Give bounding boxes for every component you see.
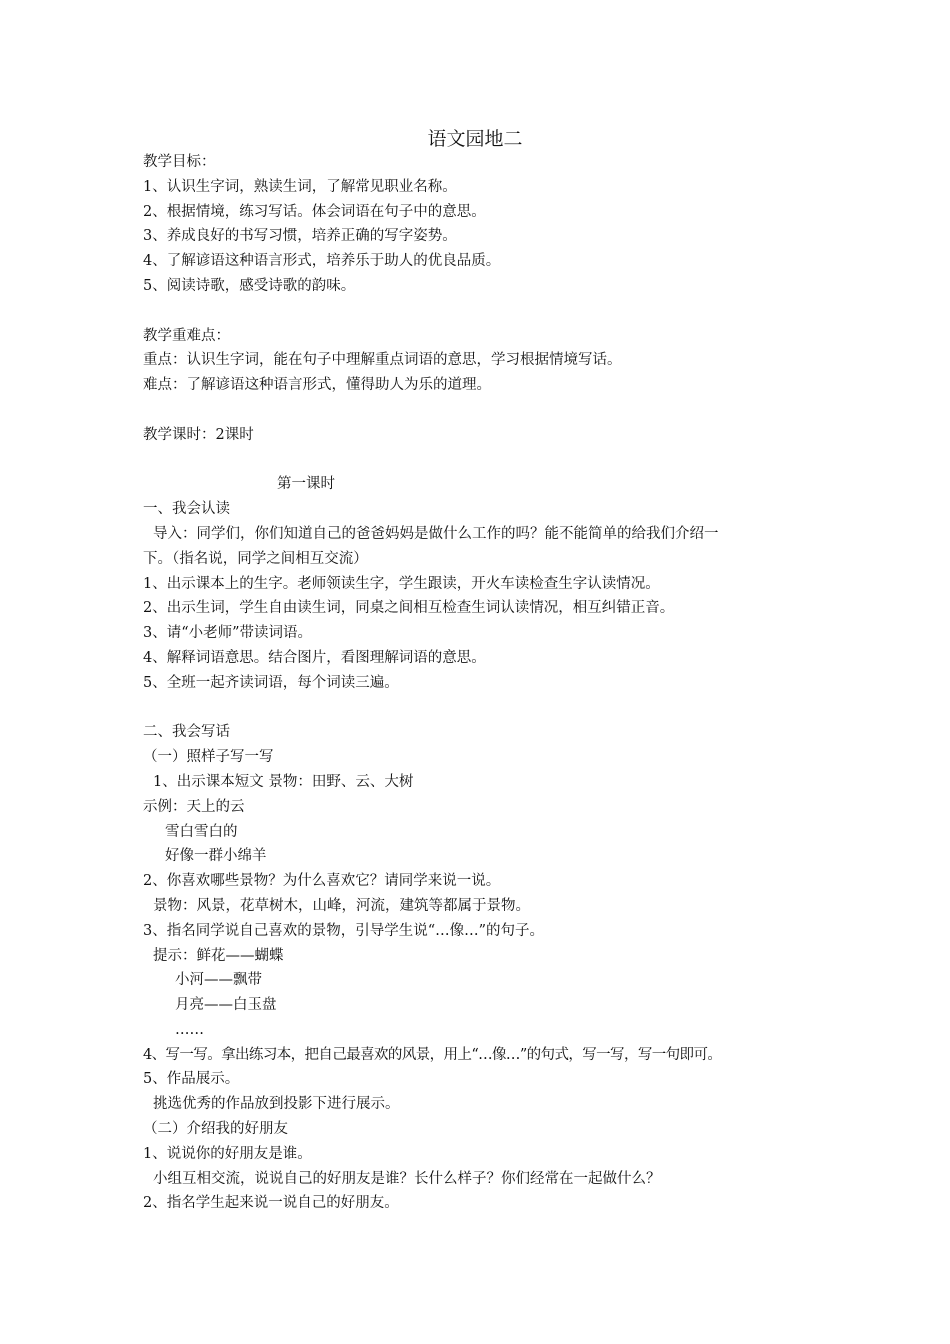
step-item: 4、写一写。拿出练习本，把自己最喜欢的风景，用上“…像…”的句式，写一写，写一句即可。 — [143, 1046, 722, 1063]
goal-item: 5、阅读诗歌，感受诗歌的韵味。 — [143, 277, 356, 294]
goals-heading: 教学目标： — [143, 154, 216, 170]
step-item: 2、出示生词，学生自由读生词，同桌之间相互检查生词认读情况，相互纠错正音。 — [143, 600, 675, 617]
page-title: 语文园地二 — [427, 128, 523, 150]
goal-item: 3、养成良好的书写习惯，培养正确的写字姿势。 — [143, 228, 457, 245]
document-body — [143, 150, 833, 1216]
lesson-hours: 教学课时：2课时 — [143, 426, 254, 443]
step-note: 景物：风景，花草树木，山峰，河流，建筑等都属于景物。 — [153, 897, 530, 914]
step-item: 2、你喜欢哪些景物？为什么喜欢它？请同学来说一说。 — [143, 873, 501, 890]
hint-line: 提示：鲜花——蝴蝶 — [153, 947, 284, 964]
example-line: 雪白雪白的 — [165, 823, 238, 840]
step-item: 5、作品展示。 — [143, 1071, 240, 1088]
intro-paragraph-cont: 下。（指名说，同学之间相互交流） — [143, 550, 368, 567]
step-item: 4、解释词语意思。结合图片，看图理解词语的意思。 — [143, 649, 486, 666]
subsection-heading: （一）照样子写一写 — [143, 749, 274, 766]
example-line: 好像一群小绵羊 — [165, 848, 267, 865]
intro-paragraph: 导入：同学们，你们知道自己的爸爸妈妈是做什么工作的吗？能不能简单的给我们介绍一 — [153, 525, 719, 542]
step-note: 小组互相交流，说说自己的好朋友是谁？长什么样子？你们经常在一起做什么？ — [153, 1170, 661, 1187]
example-label: 示例：天上的云 — [143, 798, 245, 815]
goal-item: 4、了解谚语这种语言形式，培养乐于助人的优良品质。 — [143, 253, 501, 270]
subsection-heading: （二）介绍我的好朋友 — [143, 1121, 288, 1138]
step-item: 3、请“小老师”带读词语。 — [143, 625, 313, 642]
goal-item: 2、根据情境，练习写话。体会词语在句子中的意思。 — [143, 203, 486, 220]
step-item: 1、说说你的好朋友是谁。 — [143, 1145, 312, 1162]
lesson-one-heading: 第一课时 — [277, 476, 335, 493]
step-item: 3、指名同学说自己喜欢的景物，引导学生说“…像…”的句子。 — [143, 922, 545, 939]
step-note: 挑选优秀的作品放到投影下进行展示。 — [153, 1096, 400, 1113]
difficult-point: 难点：了解谚语这种语言形式，懂得助人为乐的道理。 — [143, 377, 491, 394]
step-item: 2、指名学生起来说一说自己的好朋友。 — [143, 1195, 399, 1212]
section-heading: 一、我会认读 — [143, 501, 230, 518]
key-point: 重点：认识生字词，能在句子中理解重点词语的意思，学习根据情境写话。 — [143, 352, 622, 369]
step-item: 1、出示课本上的生字。老师领读生字，学生跟读，开火车读检查生字认读情况。 — [143, 575, 660, 592]
hint-line: …… — [175, 1021, 204, 1038]
key-points-heading: 教学重难点： — [143, 327, 230, 344]
step-item: 1、出示课本短文 景物：田野、云、大树 — [153, 773, 414, 790]
step-item: 5、全班一起齐读词语，每个词读三遍。 — [143, 674, 399, 691]
hint-line: 小河——飘带 — [175, 972, 262, 989]
section-heading: 二、我会写话 — [143, 724, 230, 741]
goal-item: 1、认识生字词，熟读生词，了解常见职业名称。 — [143, 178, 457, 195]
hint-line: 月亮——白玉盘 — [175, 997, 277, 1014]
